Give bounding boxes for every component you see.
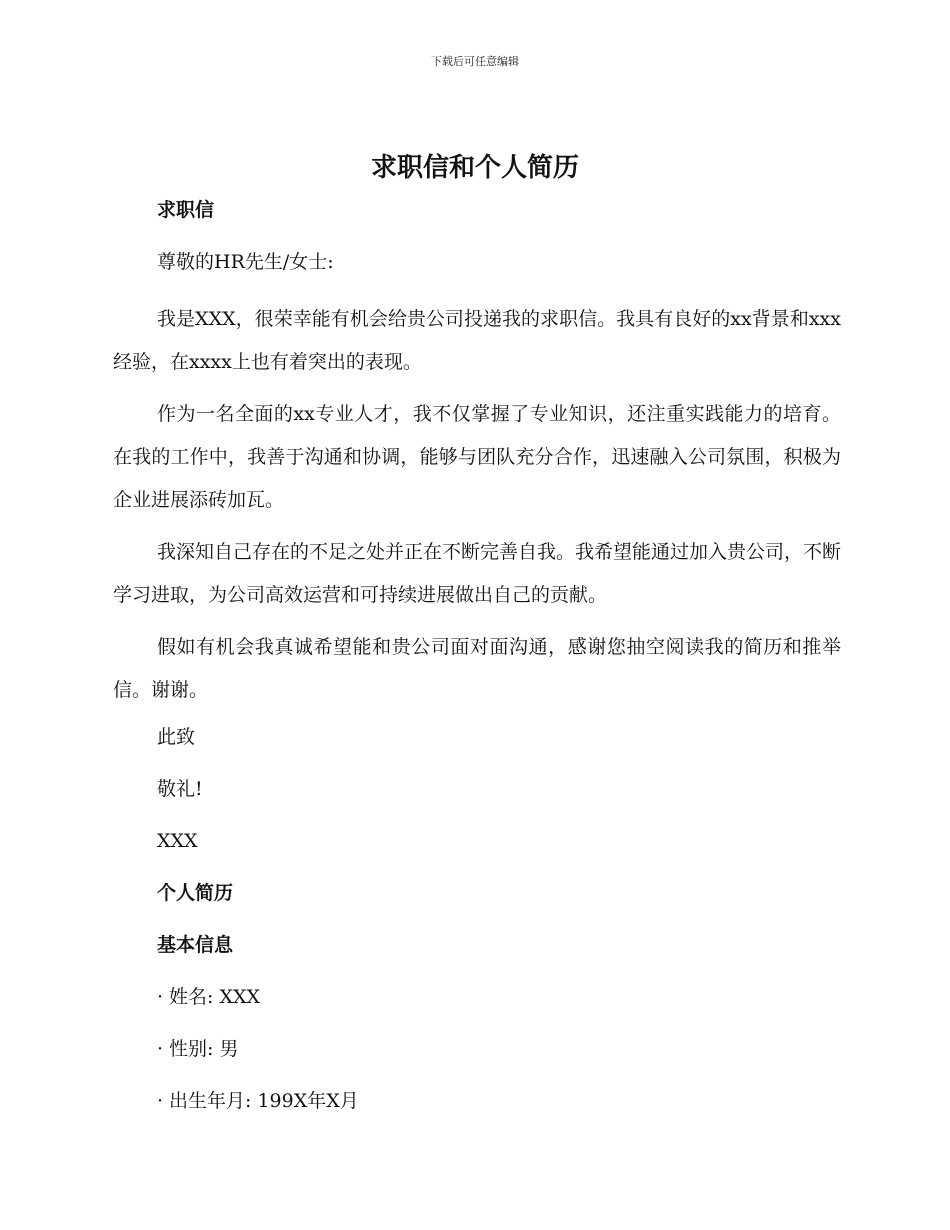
list-item <box>113 981 841 1013</box>
bullet-icon: · <box>157 1038 164 1060</box>
page-header-note: 下载后可任意编辑 <box>431 55 519 68</box>
closing-regards: 敬礼! <box>157 778 203 800</box>
closing-line: 此致 <box>157 726 196 748</box>
bullet-icon: · <box>157 986 164 1008</box>
letter-paragraph: 我深知自己存在的不足之处并正在不断完善自我。我希望能通过加入贵公司，不断学习进取，为公司高效运营和可持续进展做出自己的贡献。 <box>113 541 842 606</box>
letter-paragraph: 作为一名全面的xx专业人才，我不仅掌握了专业知识，还注重实践能力的培育。在我的工作中，我善于沟通和协调，能够与团队充分合作，迅速融入公司氛围，积极为企业进展添砖加瓦。 <box>113 403 841 511</box>
info-gender: 性别: 男 <box>169 1038 239 1060</box>
salutation: 尊敬的HR先生/女士: <box>157 251 334 273</box>
cover-letter-heading: 求职信 <box>157 199 215 221</box>
document-body <box>113 194 841 1137</box>
signature: XXX <box>157 830 198 852</box>
bullet-icon: · <box>157 1090 164 1112</box>
letter-paragraph: 假如有机会我真诚希望能和贵公司面对面沟通，感谢您抽空阅读我的简历和推举信。谢谢。 <box>113 636 841 701</box>
list-item <box>113 1085 841 1117</box>
list-item <box>113 1033 841 1065</box>
letter-paragraph: 我是XXX，很荣幸能有机会给贵公司投递我的求职信。我具有良好的xx背景和xxx经验，在xxxx上也有着突出的表现。 <box>113 308 841 373</box>
basic-info-heading: 基本信息 <box>157 934 234 956</box>
info-name: 姓名: XXX <box>169 986 261 1008</box>
resume-heading: 个人简历 <box>157 882 234 904</box>
info-birth-date: 出生年月: 199X年X月 <box>169 1090 359 1112</box>
page-title: 求职信和个人简历 <box>370 153 579 183</box>
